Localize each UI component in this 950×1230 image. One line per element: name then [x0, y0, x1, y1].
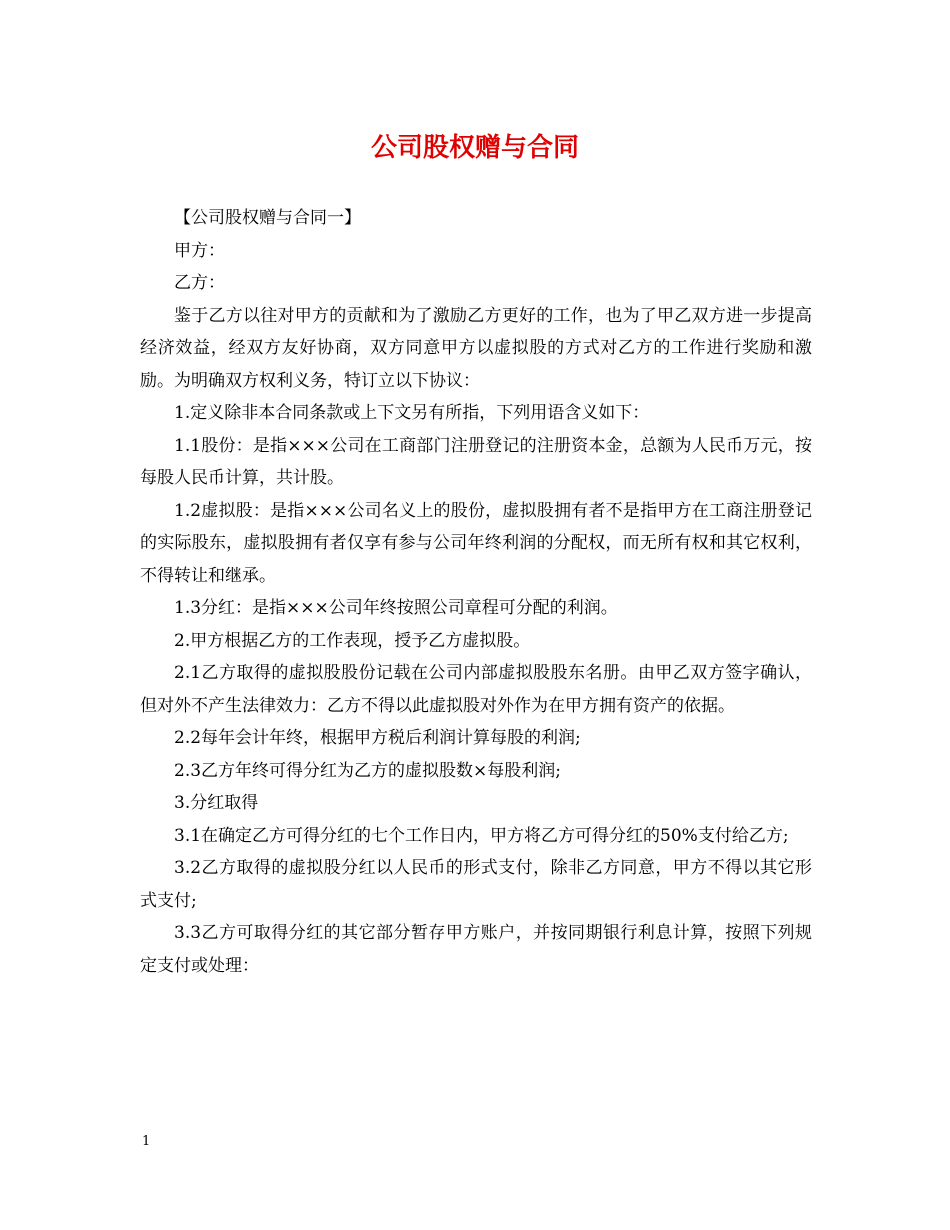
- clause-3: 3.分红取得: [174, 793, 259, 813]
- clause-2-2: 2.2每年会计年终，根据甲方税后利润计算每股的利润;: [174, 728, 581, 748]
- clause-1-1: 1.1股份：是指×××公司在工商部门注册登记的注册资本金，总额为人民币万元，按每股人民币计算，共计股。: [140, 435, 812, 488]
- clause-1-3: 1.3分红：是指×××公司年终按照公司章程可分配的利润。: [174, 598, 618, 618]
- clause-2: 2.甲方根据乙方的工作表现，授予乙方虚拟股。: [174, 630, 531, 651]
- clause-1: 1.定义除非本合同条款或上下文另有所指，下列用语含义如下：: [174, 403, 650, 423]
- clause-2-1: 2.1乙方取得的虚拟股股份记载在公司内部虚拟股股东名册。由甲乙双方签字确认，但对外不产生法律效力：乙方不得以此虚拟股对外作为在甲方拥有资产的依据。: [140, 663, 812, 716]
- document-body: [140, 202, 812, 982]
- clause-1-2: 1.2虚拟股：是指×××公司名义上的股份，虚拟股拥有者不是指甲方在工商注册登记的实际股东，虚拟股拥有者仅享有参与公司年终利润的分配权，而无所有权和其它权利，不得转让和继承。: [140, 500, 812, 586]
- clause-3-1: 3.1在确定乙方可得分红的七个工作日内，甲方将乙方可得分红的50%支付给乙方;: [174, 825, 789, 846]
- party-b-line: 乙方：: [174, 273, 225, 293]
- page-number: 1: [142, 1134, 151, 1149]
- document-title: 公司股权赠与合同: [370, 133, 579, 163]
- clause-2-3: 2.3乙方年终可得分红为乙方的虚拟股数×每股利润;: [174, 760, 562, 781]
- preamble-paragraph: 鉴于乙方以往对甲方的贡献和为了激励乙方更好的工作，也为了甲乙双方进一步提高经济效益，经双方友好协商，双方同意甲方以虚拟股的方式对乙方的工作进行奖励和激励。为明确双方权利义务，特订立以下协议：: [140, 305, 812, 391]
- clause-3-3: 3.3乙方可取得分红的其它部分暂存甲方账户，并按同期银行利息计算，按照下列规定支付或处理：: [140, 923, 812, 976]
- clause-3-2: 3.2乙方取得的虚拟股分红以人民币的形式支付，除非乙方同意，甲方不得以其它形式支付;: [140, 858, 812, 911]
- party-a-line: 甲方：: [174, 240, 225, 261]
- section-heading: 【公司股权赠与合同一】: [174, 208, 361, 228]
